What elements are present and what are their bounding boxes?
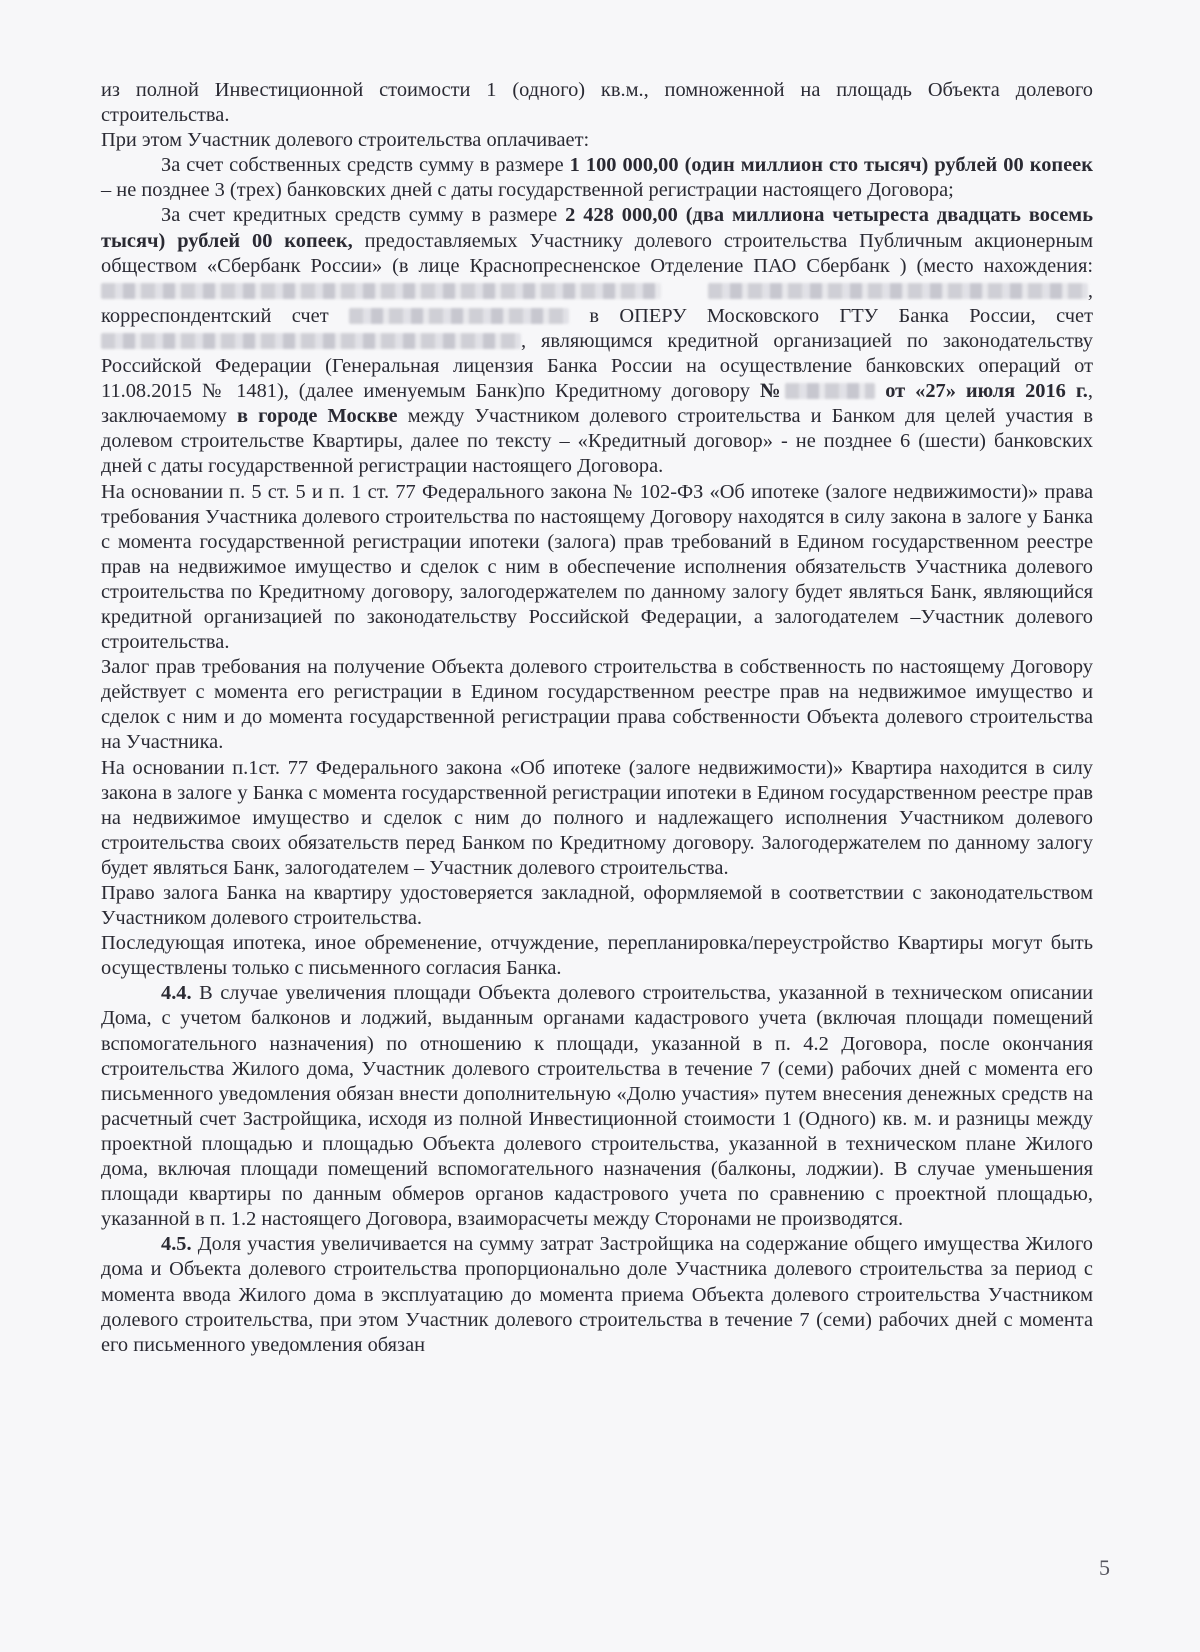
clause-number: 4.4. (161, 982, 192, 1005)
paragraph-credit-funds (101, 203, 1093, 479)
paragraph-own-funds (101, 153, 1093, 203)
text: За счет собственных средств сумму в размере (161, 154, 570, 177)
text: , заключаемому (101, 380, 1093, 428)
clause-text: В случае увеличения площади Объекта долевого строительства, указанной в техническом описании Дома, с учетом балконов и лоджий, выданным органами кадастрового учета (включая площади помещений вспомогательного назначения) по отношению к площади, указанной в п. 4.2 Договора, после окончания строительства Жилого дома, Участник долевого строительства в течение 7 (семи) рабочих дней с момента его письменного уведомления обязан внести дополнительную «Долю участия» путем внесения денежных средств на расчетный счет Застройщика, исходя из полной Инвестиционной стоимости 1 (Одного) кв. м. и разницы между проектной площадью и площадью Объекта долевого строительства, указанной в техническом плане Жилого дома, включая площади помещений вспомогательного назначения (балконы, лоджии). В случае уменьшения площади квартиры по данным обмеров органов кадастрового учета по сравнению с проектной площадью, указанной в п. 1.2 настоящего Договора, взаиморасчеты между Сторонами не производятся. (101, 982, 1093, 1231)
text: За счет кредитных средств сумму в размере (161, 204, 566, 227)
text: , являющимся кредитной организацией по законодательству Российской Федерации (Генеральная лицензия Банка России на осуществление банковских операций от 11.08.2015 № 1481), (далее именуемым Банк)по Кредитному договору (101, 329, 1093, 403)
clause-text: Доля участия увеличивается на сумму затрат Застройщика на содержание общего имущества Жилого дома и Объекта долевого строительства пропорционально доле Участника долевого строительства за период с момента ввода Жилого дома в эксплуатацию до момента приема Объекта долевого строительства Участником долевого строительства, при этом Участник долевого строительства в течение 7 (семи) рабочих дней с момента его письменного уведомления обязан (101, 1233, 1093, 1356)
amount-own-funds: 1 100 000,00 (один миллион сто тысяч) рублей 00 копеек (569, 154, 1093, 177)
redacted-corr-account (349, 308, 569, 324)
paragraph: Право залога Банка на квартиру удостоверяется закладной, оформляемой в соответствии с законодательством Участником долевого строительства. (101, 882, 1093, 930)
redacted-contract-number (785, 383, 875, 399)
paragraph: На основании п.1ст. 77 Федерального закона «Об ипотеке (залоге недвижимости)» Квартира находится в силу закона в залоге у Банка с момента государственной регистрации ипотеки в Едином государственном реестре прав на недвижимое имущество и сделок с ним до полного и надлежащего исполнения Участником долевого строительства своих обязательств перед Банком по Кредитному договору. Залогодержателем по данному залогу будет являться Банк, залогодателем – Участник долевого строительства. (101, 756, 1093, 879)
paragraph: При этом Участник долевого строительства оплачивает: (101, 129, 590, 152)
text: предоставляемых Участнику долевого строительства Публичным акционерным обществом «Сбербанк России» (в лице Краснопресненское Отделение ПАО Сбербанк ) (место нахождения: (101, 229, 1093, 277)
clause-4-5 (101, 1232, 1093, 1357)
text: , корреспондентский счет (101, 279, 1093, 327)
clause-4-4 (101, 981, 1093, 1232)
text: между Участником долевого строительства и Банком для целей участия в долевом строительстве Квартиры, далее по тексту – «Кредитный договор» - не позднее 6 (шести) банковских дней с даты государственной регистрации настоящего Договора. (101, 405, 1094, 478)
contract-number-label: № (759, 380, 786, 403)
document-body (101, 78, 1093, 1358)
amount-credit-funds: 2 428 000,00 (два миллиона четыреста двадцать восемь тысяч) рублей 00 копеек, (101, 204, 1093, 252)
paragraph: На основании п. 5 ст. 5 и п. 1 ст. 77 Федерального закона № 102-ФЗ «Об ипотеке (залоге недвижимости)» права требования Участника долевого строительства по настоящему Договору находятся в силу закона в залоге у Банка с момента государственной регистрации ипотеки (залога) прав требований в Едином государственном реестре прав на недвижимое имущество и сделок с ним в обеспечение исполнения обязательств Участника долевого строительства по Кредитному договору, залогодержателем по данному залогу будет являться Банк, являющийся кредитной организацией по законодательству Российской Федерации, а залогодателем –Участник долевого строительства. (101, 480, 1093, 654)
redacted-account (101, 333, 521, 349)
clause-number: 4.5. (161, 1233, 192, 1256)
contract-city: в городе Москве (236, 405, 398, 428)
paragraph: из полной Инвестиционной стоимости 1 (одного) кв.м., помноженной на площадь Объекта долевого строительства. (101, 79, 1093, 127)
text: – не позднее 3 (трех) банковских дней с даты государственной регистрации настоящего Договора; (101, 179, 954, 202)
redacted-address (708, 283, 1088, 299)
redacted-address (101, 283, 661, 299)
text: в ОПЕРУ Московского ГТУ Банка России, счет (568, 304, 1093, 327)
paragraph: Последующая ипотека, иное обременение, отчуждение, перепланировка/переустройство Квартиры могут быть осуществлены только с письменного согласия Банка. (101, 932, 1093, 980)
contract-date: от «27» июля 2016 г. (885, 380, 1088, 403)
page-number: 5 (1099, 1555, 1110, 1580)
paragraph: Залог прав требования на получение Объекта долевого строительства в собственность по настоящему Договору действует с момента его регистрации в Едином государственном реестре прав на недвижимое имущество и сделок с ним и до момента государственной регистрации права собственности Объекта долевого строительства на Участника. (101, 656, 1093, 754)
